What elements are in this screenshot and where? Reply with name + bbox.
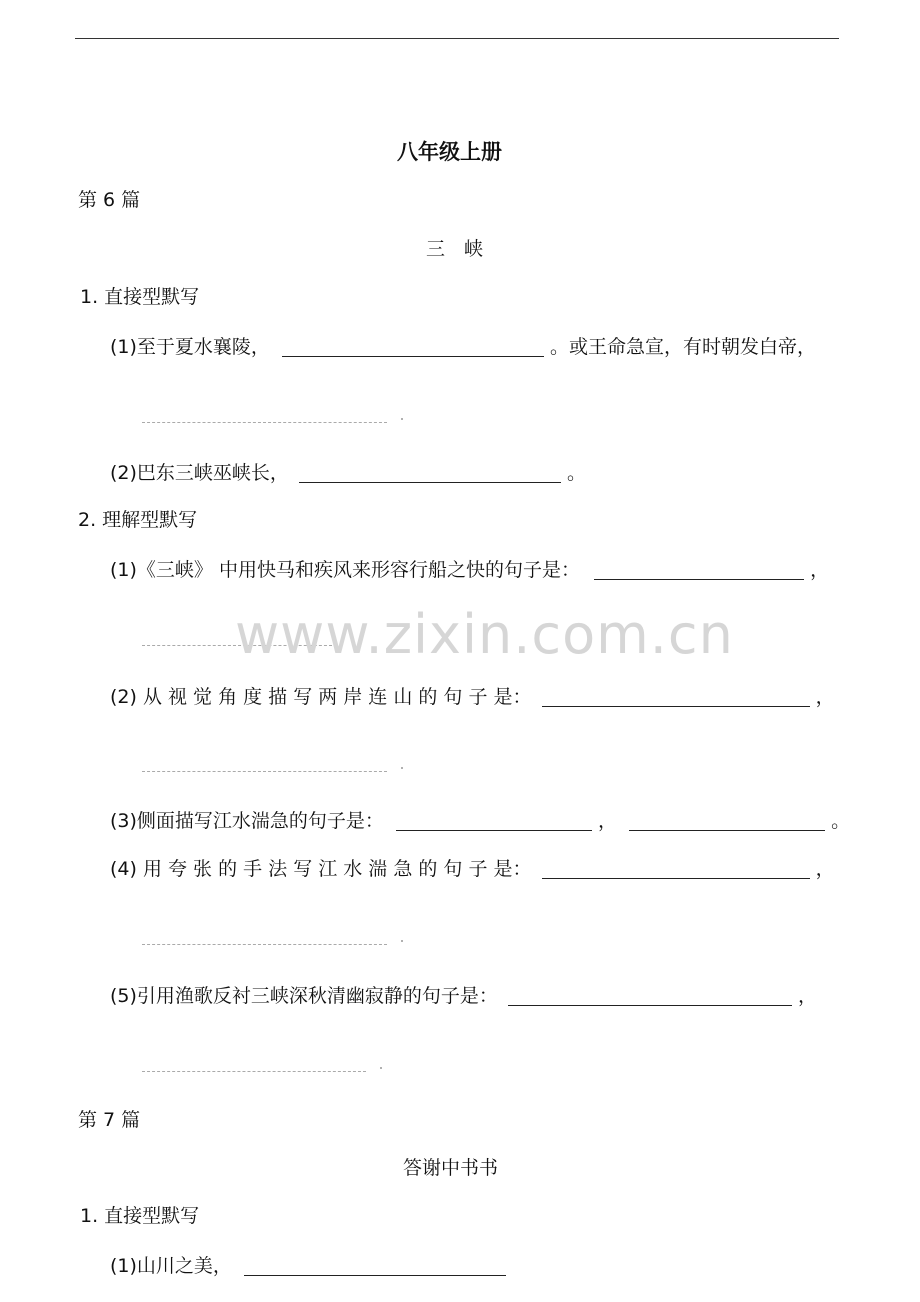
header-rule xyxy=(75,38,839,39)
question-1-2 xyxy=(110,462,586,483)
question-text: ， xyxy=(815,686,835,708)
answer-blank[interactable] xyxy=(299,462,561,483)
question-text: 。 xyxy=(567,462,587,484)
answer-line-dashed[interactable] xyxy=(142,944,387,945)
dot-mark xyxy=(380,1067,382,1069)
chapter-6-label: 第 6 篇 xyxy=(78,189,141,211)
answer-blank[interactable] xyxy=(508,985,792,1006)
question-2-5 xyxy=(110,985,817,1006)
question-text: (3)侧面描写江水湍急的句子是： xyxy=(110,810,384,832)
chapter-7-section-1-label: 1. 直接型默写 xyxy=(80,1205,200,1227)
question-1-1 xyxy=(110,336,816,357)
answer-blank[interactable] xyxy=(542,858,810,879)
chapter-6-title: 三 峡 xyxy=(426,238,484,260)
question-text: (1)山川之美， xyxy=(110,1255,232,1277)
question-2-4 xyxy=(110,858,835,879)
question-2-2 xyxy=(110,686,835,707)
question-text: (1)《三峡》 中用快马和疾风来形容行船之快的句子是： xyxy=(110,559,580,581)
grade-title: 八年级上册 xyxy=(397,140,502,164)
watermark: www.zixin.com.cn xyxy=(235,603,734,666)
question-text: (4) 用 夸 张 的 手 法 写 江 水 湍 急 的 句 子 是： xyxy=(110,858,532,880)
question-text: (5)引用渔歌反衬三峡深秋清幽寂静的句子是： xyxy=(110,985,498,1007)
answer-line-dashed[interactable] xyxy=(142,422,387,423)
question-text: ， xyxy=(598,810,618,832)
answer-blank[interactable] xyxy=(244,1255,506,1276)
question-text: 。或王命急宣，有时朝发白帝， xyxy=(550,336,817,358)
chapter-7-label: 第 7 篇 xyxy=(78,1109,141,1131)
question-text: 。 xyxy=(831,810,851,832)
answer-line-dashed[interactable] xyxy=(142,1071,366,1072)
question-text: ， xyxy=(815,858,835,880)
answer-blank[interactable] xyxy=(542,686,810,707)
answer-blank[interactable] xyxy=(629,810,825,831)
question-2-1 xyxy=(110,559,829,580)
question-text: ， xyxy=(810,559,830,581)
section-2-label: 2. 理解型默写 xyxy=(78,509,198,531)
dot-mark xyxy=(401,767,403,769)
answer-blank[interactable] xyxy=(594,559,804,580)
question-2-3 xyxy=(110,810,850,831)
question-text: ， xyxy=(798,985,818,1007)
chapter-7-question-1-1 xyxy=(110,1255,506,1276)
chapter-7-title: 答谢中书书 xyxy=(403,1157,499,1179)
question-text: (2)巴东三峡巫峡长， xyxy=(110,462,289,484)
answer-blank[interactable] xyxy=(396,810,592,831)
dot-mark xyxy=(401,940,403,942)
answer-line-dashed[interactable] xyxy=(142,771,387,772)
question-text: (2) 从 视 觉 角 度 描 写 两 岸 连 山 的 句 子 是： xyxy=(110,686,532,708)
question-text: (1)至于夏水襄陵， xyxy=(110,336,270,358)
section-1-label: 1. 直接型默写 xyxy=(80,286,200,308)
answer-blank[interactable] xyxy=(282,336,544,357)
dot-mark xyxy=(401,418,403,420)
